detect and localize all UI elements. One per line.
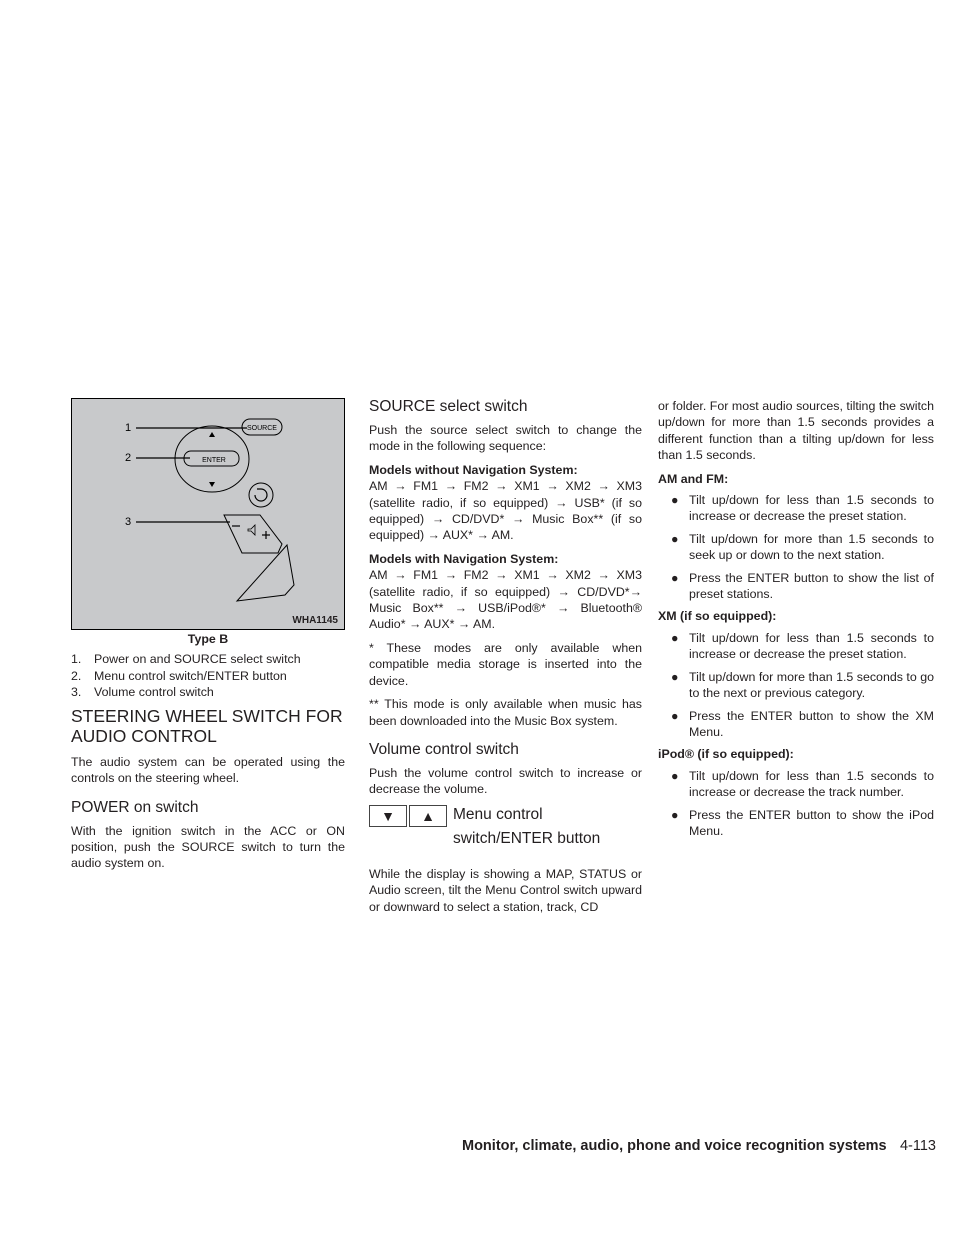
- no-nav-sequence: AM → FM1 → FM2 → XM1 → XM2 → XM3 (satellite radio, if so equipped) → USB* (if so equipped) → CD/DVD* → Music Box** (if so equipped) → AUX* → AM.: [369, 479, 642, 543]
- menu-paragraph: While the display is showing a MAP, STATUS or Audio screen, tilt the Menu Control switch upward or downward to select a station, track, CD: [369, 866, 642, 914]
- legend-number: 2.: [71, 668, 82, 683]
- ipod-heading: iPod® (if so equipped):: [658, 747, 794, 762]
- bullet-icon: ●: [671, 768, 679, 783]
- volume-rocker-outline: [224, 515, 282, 553]
- menu-control-symbols: [369, 805, 642, 860]
- power-paragraph: With the ignition switch in the ACC or ON position, push the SOURCE switch to turn the audio system on.: [71, 823, 345, 871]
- list-item: ● Press the ENTER button to show the XM Menu.: [671, 708, 934, 739]
- bullet-icon: ●: [671, 493, 679, 508]
- no-nav-heading: Models without Navigation System:: [369, 462, 578, 477]
- bullet-icon: ●: [671, 531, 679, 546]
- source-paragraph: Push the source select switch to change the mode in the following sequence:: [369, 423, 642, 454]
- speaker-icon: [248, 525, 255, 535]
- list-item: ● Press the ENTER button to show the list of preset stations.: [671, 570, 934, 602]
- list-item: ● Tilt up/down for more than 1.5 seconds to seek up or down to the next station.: [671, 531, 934, 563]
- back-button-outline: [249, 483, 273, 507]
- legend-item: [71, 684, 345, 701]
- steering-switch-figure: [71, 398, 345, 630]
- list-item: ● Tilt up/down for less than 1.5 seconds to increase or decrease the preset station.: [671, 493, 934, 524]
- bullet-icon: ●: [671, 630, 679, 645]
- list-item: ● Tilt up/down for less than 1.5 seconds to increase or decrease the track number.: [671, 768, 934, 800]
- column-left: [71, 398, 345, 879]
- legend-item: [71, 668, 345, 685]
- page-footer: [462, 1138, 936, 1160]
- steering-switch-illustration: [72, 399, 344, 629]
- xm-heading: XM (if so equipped):: [658, 609, 777, 624]
- menu-control-label: Menu control switch/ENTER button: [453, 805, 601, 847]
- bullet-icon: ●: [671, 708, 679, 723]
- column-middle: [369, 398, 642, 922]
- callout-1: 1: [125, 422, 132, 434]
- list-item: ● Press the ENTER button to show the iPod Menu.: [671, 807, 934, 838]
- legend-text: Volume control switch: [94, 685, 214, 700]
- bullet-icon: ●: [671, 570, 679, 585]
- bullet-icon: ●: [671, 669, 679, 684]
- callout-3: 3: [125, 516, 132, 528]
- down-button-symbol: [369, 805, 407, 827]
- source-button-label: SOURCE: [247, 425, 277, 432]
- figure-code: WHA1145: [292, 615, 338, 626]
- continued-paragraph: or folder. For most audio sources, tilting the switch up/down for more than 1.5 seconds provides a different function than a tilting up/down for less than 1.5 seconds.: [658, 399, 934, 463]
- up-arrow-icon: [209, 432, 215, 437]
- note-single-star: * These modes are only available when compatible media storage is inserted into the device.: [369, 640, 642, 688]
- down-arrow-icon: [209, 482, 215, 487]
- nav-heading: Models with Navigation System:: [369, 551, 559, 566]
- down-triangle-icon: ▼: [381, 807, 395, 824]
- section-heading: STEERING WHEEL SWITCH FOR AUDIO CONTROL: [71, 705, 343, 746]
- list-item: ● Tilt up/down for more than 1.5 seconds to go to the next or previous category.: [671, 669, 934, 701]
- legend-number: 3.: [71, 685, 82, 700]
- power-heading: POWER on switch: [71, 798, 199, 816]
- enter-button-label: ENTER: [202, 457, 226, 464]
- legend-number: 1.: [71, 652, 82, 666]
- up-button-symbol: [409, 805, 447, 827]
- legend-text: Menu control switch/ENTER button: [94, 668, 287, 683]
- bullet-icon: ●: [671, 807, 679, 822]
- source-heading: SOURCE select switch: [369, 398, 528, 415]
- footer-chapter-title: Monitor, climate, audio, phone and voice recognition systems: [462, 1138, 887, 1154]
- back-icon: [255, 489, 267, 501]
- note-double-star: ** This mode is only available when music has been downloaded into the Music Box system.: [369, 697, 642, 728]
- intro-paragraph: The audio system can be operated using the controls on the steering wheel.: [71, 754, 345, 786]
- column-right: [658, 398, 934, 845]
- nav-sequence: AM → FM1 → FM2 → XM1 → XM2 → XM3 (satellite radio, if so equipped) → CD/DVD*→ Music Box** → USB/iPod®* → Bluetooth® Audio* → AUX* → AM.: [369, 568, 642, 632]
- figure-caption: Type B: [187, 632, 229, 646]
- legend-text: Power on and SOURCE select switch: [94, 652, 301, 666]
- am-fm-heading: AM and FM:: [658, 471, 729, 486]
- legend-item: [71, 651, 345, 668]
- volume-paragraph: Push the volume control switch to increase or decrease the volume.: [369, 765, 642, 797]
- volume-heading: Volume control switch: [369, 740, 519, 758]
- list-item: ● Tilt up/down for less than 1.5 seconds to increase or decrease the preset station.: [671, 630, 934, 662]
- up-triangle-icon: ▲: [421, 807, 435, 824]
- callout-2: 2: [125, 452, 132, 464]
- page-number: 4-113: [899, 1138, 936, 1154]
